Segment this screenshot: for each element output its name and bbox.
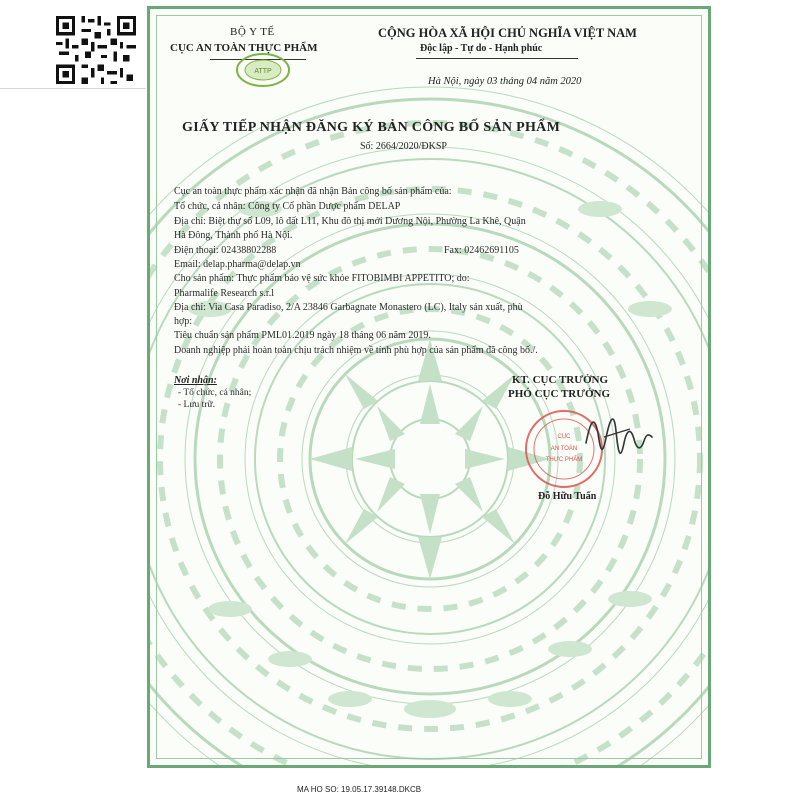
- department-name: CỤC AN TOÀN THỰC PHẨM: [170, 42, 318, 54]
- certificate: [147, 6, 711, 768]
- signature-title-line1: KT. CỤC TRƯỞNG: [512, 374, 609, 386]
- body-fax: Fax: 02462691105: [444, 245, 519, 256]
- document-number: Số: 2664/2020/ĐKSP: [360, 141, 447, 152]
- body-product: Cho sản phẩm: Thực phẩm bảo vệ sức khỏe FITOBIMBI APPETITO; do:: [174, 273, 470, 284]
- svg-text:THỰC PHẨM: THỰC PHẨM: [545, 457, 583, 463]
- recipients-heading: Nơi nhận:: [174, 375, 217, 386]
- body-email: Email: delap.pharma@delap.vn: [174, 259, 301, 270]
- dossier-code: MA HO SO: 19.05.17.39148.DKCB: [297, 785, 422, 794]
- document-title: GIẤY TIẾP NHẬN ĐĂNG KÝ BẢN CÔNG BỐ SẢN PHẨM: [182, 120, 561, 135]
- body-mfr-address-line2: hợp:: [174, 316, 193, 327]
- body-standard: Tiêu chuẩn sản phẩm PML01.2019 ngày 18 tháng 06 năm 2019.: [174, 330, 431, 341]
- recipient-item: - Lưu trữ.: [178, 400, 215, 410]
- body-phone: Điện thoại: 02438802288: [174, 245, 277, 256]
- body-responsibility: Doanh nghiệp phải hoàn toàn chịu trách nhiệm về tính phù hợp của sản phẩm đã công bố./.: [174, 345, 538, 356]
- handwritten-signature: [568, 403, 668, 475]
- country-name: CỘNG HÒA XÃ HỘI CHỦ NGHĨA VIỆT NAM: [378, 26, 637, 40]
- ministry-name: BỘ Y TẾ: [230, 26, 275, 38]
- top-divider: [0, 88, 146, 89]
- svg-text:CỤC: CỤC: [557, 434, 571, 440]
- body-intro: Cục an toàn thực phẩm xác nhận đã nhận Bản công bố sản phẩm của:: [174, 186, 452, 197]
- body-address-line1: Địa chỉ: Biệt thự số L09, lô đất L11, Khu đô thị mới Dương Nội, Phường La Khê, Quận: [174, 216, 526, 227]
- national-motto: Độc lập - Tự do - Hạnh phúc: [420, 43, 543, 54]
- body-organization: Tổ chức, cá nhân: Công ty Cổ phần Dược phẩm DELAP: [174, 201, 401, 212]
- signer-name: Đỗ Hữu Tuấn: [538, 491, 597, 502]
- header-right-underline: [416, 58, 578, 59]
- body-address-line2: Hà Đông, Thành phố Hà Nội.: [174, 230, 293, 241]
- svg-text:ATTP: ATTP: [254, 68, 272, 75]
- body-mfr-address-line1: Địa chỉ: Via Casa Paradiso, 2/A 23846 Garbagnate Monastero (LC), Italy sản xuất, phù: [174, 302, 523, 313]
- signature-title-line2: PHÓ CỤC TRƯỞNG: [508, 388, 611, 400]
- body-manufacturer: Pharmalife Research s.r.l: [174, 288, 274, 299]
- food-safety-logo: [234, 51, 292, 89]
- qr-code: [56, 16, 136, 84]
- recipient-item: - Tổ chức, cá nhân;: [178, 388, 252, 398]
- issue-date: Hà Nội, ngày 03 tháng 04 năm 2020: [428, 76, 582, 87]
- svg-text:AN TOÀN: AN TOÀN: [550, 446, 578, 452]
